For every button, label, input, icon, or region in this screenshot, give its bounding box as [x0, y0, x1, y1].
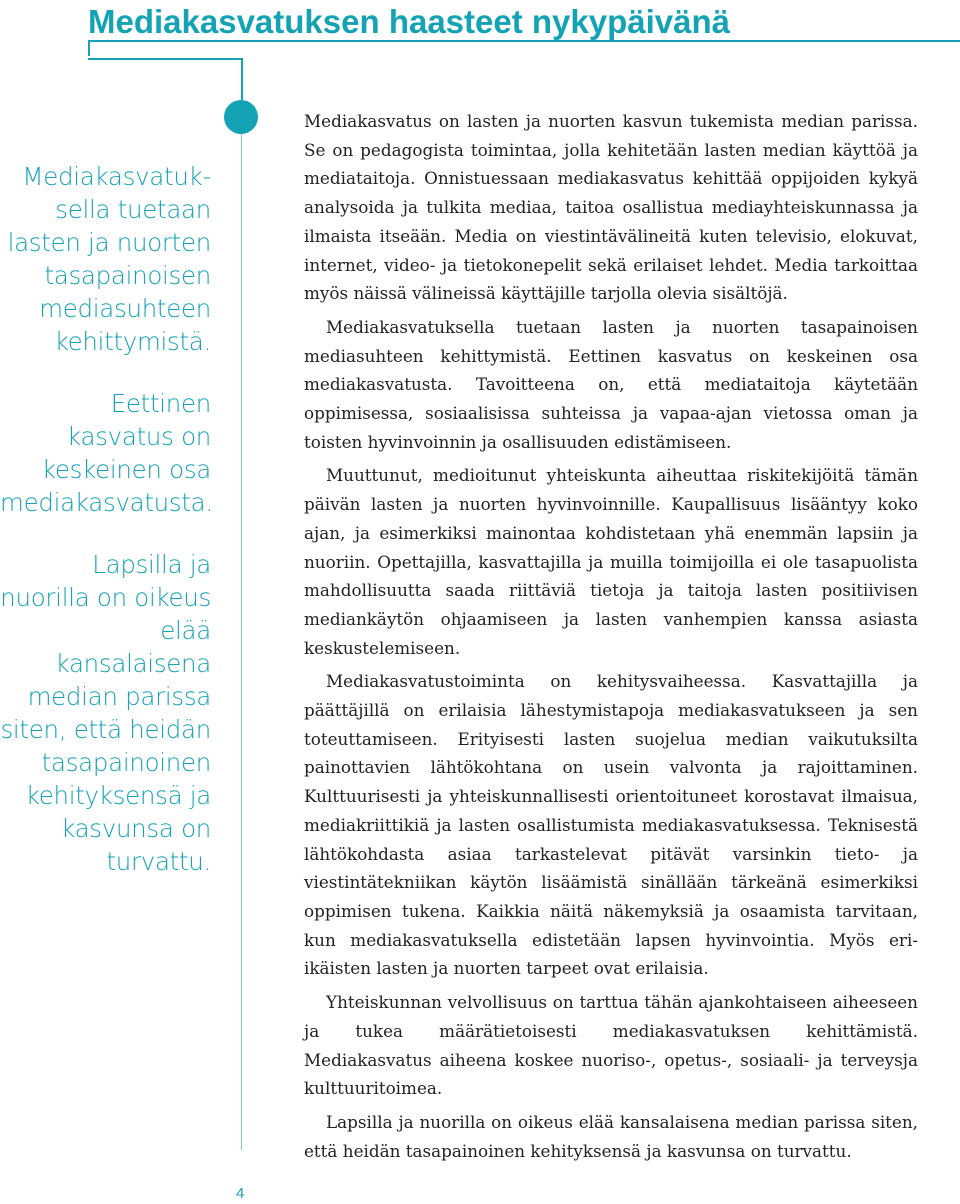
- header-rule-tick: [88, 40, 90, 56]
- divider-dot: [224, 100, 258, 134]
- column-rule-horizontal: [88, 58, 243, 60]
- header-rule: [88, 40, 960, 42]
- paragraph: Muuttunut, medioitunut yhteiskunta aiheuttaa riskitekijöitä tämän päivän lasten ja nuorten hyvinvoinnille. Kaupallisuus lisääntyy koko ajan, ja esimerkiksi mainontaa kohdistetaan yhä enemmän lapsiin ja nuoriin. Opettajilla, kasvattajilla ja muilla toimijoilla ei ole tasapuolista mahdollisuutta saada riittäviä tietoja ja taitoja lasten positiivisen mediankäytön ohjaamiseen ja lasten vanhempien kanssa asiasta keskustelemiseen.: [304, 465, 918, 658]
- page-number: 4: [236, 1185, 245, 1202]
- sidebar-pullquotes: [0, 160, 211, 878]
- paragraph: Mediakasvatuksella tuetaan lasten ja nuorten tasapainoisen mediasuhteen kehittymistä. Eettinen kasvatus on keskeinen osa mediakasvatusta. Tavoitteena on, että mediataitoja käytetään oppimisessa, sosiaalisissa suhteissa ja vapaa-ajan vietossa oman ja toisten hyvinvoinnin ja osallisuuden edistämiseen.: [304, 316, 918, 452]
- page-title: Mediakasvatuksen haasteet nykypäivänä: [88, 3, 731, 40]
- paragraph: Mediakasvatustoiminta on kehitysvaiheessa. Kasvattajilla ja päättäjillä on erilaisia lähestymistapoja mediakasvatukseen ja sen toteuttamiseen. Erityisesti lasten suojelua median vaikutuksilta painottavien lähtökohtana on usein valvonta ja rajoittaminen. Kulttuurisesti ja yhteiskunnallisesti orientoituneet korostavat ilmaisua, mediakriittikiä ja lasten osallistumista mediakasvatuksessa. Teknisestä lähtökohdasta asiaa tarkastelevat pitävät varsinkin tieto- ja viestintätekniikan käytön lisäämistä sinällään tärkeänä esimerkiksi oppimisen tukena. Kaikkia näitä näkemyksiä ja osaamista tarvitaan, kun mediakasvatuksella edistetään lapsen hyvinvointia. Myös eri-ikäisten lasten ja nuorten tarpeet ovat erilaisia.: [304, 671, 918, 979]
- column-divider-line: [241, 134, 242, 1150]
- column-rule-vertical: [241, 58, 243, 100]
- paragraph: Yhteiskunnan velvollisuus on tarttua tähän ajankohtaiseen aiheeseen ja tukea määrätietoisesti mediakasvatuksen kehittämistä. Mediakasvatus aiheena koskee nuoriso-, opetus-, sosiaali- ja terveysja kulttuuritoimea.: [304, 992, 918, 1099]
- body-text: [304, 107, 918, 1165]
- pullquote: Mediakasvatuk-sella tuetaan lasten ja nuorten tasapainoisen mediasuhteen kehittymistä.: [7, 162, 211, 356]
- paragraph: Mediakasvatus on lasten ja nuorten kasvun tukemista median parissa. Se on pedagogista toimintaa, jolla kehitetään lasten median käyttöä ja mediataitoja. Onnistuessaan mediakasvatus kehittää oppijoiden kykyä analysoida ja tulkita mediaa, taitoa osallistua mediayhteiskunnassa ja ilmaista itseään. Media on viestintävälineitä kuten televisio, elokuvat, internet, video- ja tietokonepelit sekä erilaiset lehdet. Media tarkoittaa myös näissä välineissä käyttäjille tarjolla olevia sisältöjä.: [304, 111, 918, 304]
- paragraph: Lapsilla ja nuorilla on oikeus elää kansalaisena median parissa siten, että heidän tasapainoinen kehityksensä ja kasvunsa on turvattu.: [304, 1111, 918, 1161]
- pullquote: Lapsilla ja nuorilla on oikeus elää kansalaisena median parissa siten, että heidän tasapainoinen kehityksensä ja kasvunsa on turvattu.: [0, 550, 211, 876]
- pullquote: Eettinen kasvatus on keskeinen osa mediakasvatusta.: [0, 389, 213, 517]
